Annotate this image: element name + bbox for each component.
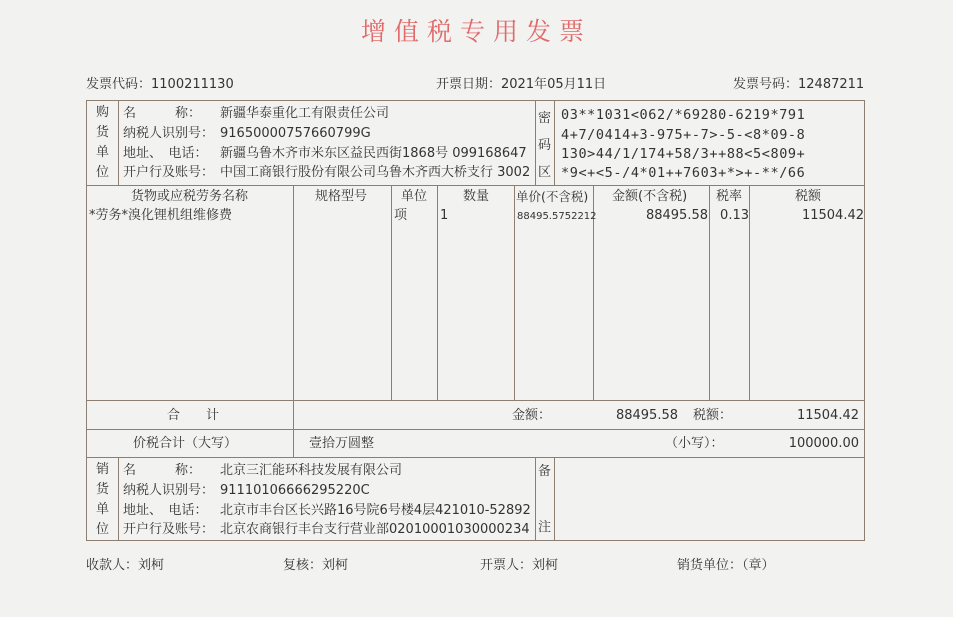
header-qty: 数量	[463, 189, 490, 204]
item-tax: 11504.42	[801, 208, 864, 223]
divider	[87, 185, 864, 186]
buyer-side-char: 购	[95, 105, 109, 120]
totals-tax: 11504.42	[796, 408, 859, 423]
invoice-code	[86, 73, 234, 92]
buyer-side-label	[87, 103, 118, 183]
buyer-tax-id-label: 纳税人识别号：	[123, 126, 215, 141]
invoice-date-value: 2021年05月11日	[501, 77, 607, 92]
item-rate: 0.13	[720, 208, 749, 223]
cipher-side-label	[535, 105, 554, 186]
seller-name: 北京三汇能环科技发展有限公司	[220, 463, 403, 478]
cipher-line: 4+7/0414+3-975+-7>-5-<8*09-8	[561, 127, 806, 143]
item-amount: 88495.58	[645, 208, 708, 223]
divider	[554, 457, 555, 541]
totals-tax-label: 税额：	[693, 408, 733, 423]
divider	[554, 101, 555, 185]
header-amount: 金额(不含税)	[612, 189, 688, 204]
cipher-side-char: 码	[537, 138, 551, 153]
issuer-value: 刘柯	[532, 558, 559, 573]
invoice-date-label: 开票日期：	[436, 77, 502, 92]
header-price: 单价(不含税)	[516, 189, 589, 204]
divider	[87, 429, 864, 430]
item-qty: 1	[440, 208, 449, 223]
seller-side-char: 销	[95, 462, 109, 477]
seller-side-char: 货	[95, 482, 109, 497]
grand-total-label: 价税合计（大写）	[133, 436, 238, 451]
seller-name-label: 名 称：	[123, 463, 202, 478]
invoice-number-value: 12487211	[798, 77, 865, 92]
invoice-table	[86, 100, 865, 541]
invoice-code-value: 1100211130	[151, 77, 234, 92]
buyer-bank: 中国工商银行股份有限公司乌鲁木齐西大桥支行 3002	[220, 165, 531, 180]
footer-seller-stamp: 销货单位：（章）	[677, 558, 775, 573]
buyer-name: 新疆华泰重化工有限责任公司	[220, 106, 390, 121]
seller-tax-id: 91110106666295220C	[220, 483, 370, 498]
header-tax: 税额	[795, 189, 822, 204]
buyer-name-label: 名 称：	[123, 106, 202, 121]
buyer-bank-label: 开户行及账号：	[123, 165, 215, 180]
totals-amount: 88495.58	[615, 408, 678, 423]
cipher-line: 03**1031<062/*69280-6219*791	[561, 107, 806, 123]
invoice-number-label: 发票号码：	[733, 77, 799, 92]
item-name: *劳务*溴化锂机组维修费	[89, 208, 233, 223]
cipher-side-char: 区	[537, 165, 551, 180]
invoice-number	[733, 73, 864, 92]
divider	[87, 457, 864, 458]
header-spec: 规格型号	[315, 189, 368, 204]
seller-tax-id-label: 纳税人识别号：	[123, 483, 215, 498]
divider	[709, 185, 710, 400]
divider	[535, 457, 536, 541]
header-item-name: 货物或应税劳务名称	[131, 189, 249, 204]
reviewer-value: 刘柯	[322, 558, 349, 573]
invoice-title: 增值税专用发票	[360, 17, 592, 46]
buyer-address-label: 地址、 电话：	[123, 146, 208, 161]
totals-label: 合 计	[167, 408, 220, 423]
payee-label: 收款人：	[86, 558, 139, 573]
cipher-side-char: 密	[537, 111, 551, 126]
divider	[118, 101, 119, 185]
divider	[118, 457, 119, 541]
grand-total-words: 壹拾万圆整	[309, 436, 375, 451]
divider	[293, 185, 294, 457]
seller-side-char: 单	[95, 502, 109, 517]
seller-bank: 北京农商银行丰台支行营业部02010001030000234	[220, 522, 530, 537]
issuer-label: 开票人：	[480, 558, 533, 573]
header-unit: 单位	[401, 189, 428, 204]
divider	[514, 185, 515, 400]
remarks-side-char: 备	[538, 464, 552, 479]
totals-amount-label: 金额：	[512, 408, 552, 423]
buyer-side-char: 位	[95, 165, 109, 180]
payee-value: 刘柯	[138, 558, 165, 573]
invoice-code-label: 发票代码：	[86, 77, 152, 92]
footer-payee	[86, 554, 164, 573]
footer-issuer	[480, 554, 558, 573]
buyer-tax-id: 91650000757660799G	[220, 126, 371, 141]
seller-bank-label: 开户行及账号：	[123, 522, 215, 537]
reviewer-label: 复核：	[283, 558, 323, 573]
remarks-side-char: 注	[538, 520, 552, 535]
header-rate: 税率	[716, 189, 743, 204]
seller-address-label: 地址、 电话：	[123, 503, 208, 518]
buyer-address: 新疆乌鲁木齐市米东区益民西街1868号 099168647	[220, 146, 527, 161]
cipher-line: *9<+<5-/4*01++7603+*>+-**/66	[561, 165, 806, 181]
seller-side-label	[87, 460, 118, 540]
divider	[437, 185, 438, 400]
item-price: 88495.5752212	[517, 211, 597, 222]
divider	[87, 400, 864, 401]
seller-address: 北京市丰台区长兴路16号院6号楼4层421010-52892	[220, 503, 531, 518]
footer-reviewer	[283, 554, 348, 573]
buyer-side-char: 单	[95, 145, 109, 160]
invoice-date	[436, 73, 606, 92]
item-unit: 项	[394, 208, 408, 223]
grand-total-value: 100000.00	[788, 436, 859, 451]
divider	[391, 185, 392, 400]
divider	[749, 185, 750, 400]
seller-side-char: 位	[95, 522, 109, 537]
cipher-line: 130>44/1/174+58/3++88<5<809+	[561, 146, 806, 162]
grand-total-small-label: （小写）：	[665, 436, 724, 451]
buyer-side-char: 货	[95, 125, 109, 140]
